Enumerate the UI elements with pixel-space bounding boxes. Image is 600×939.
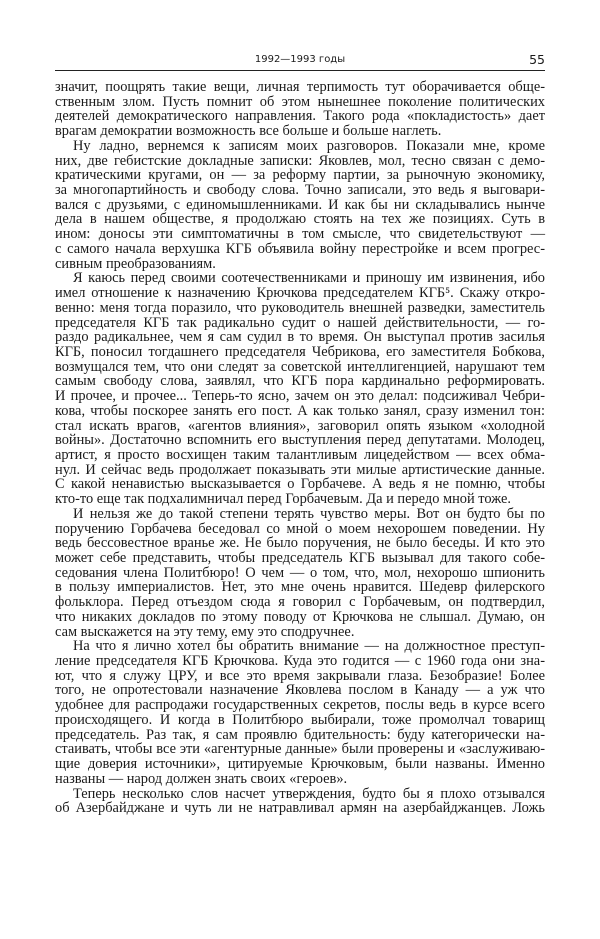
text-line: щие доверия источники», цитируемые Крючковым, были названы. Именно	[55, 756, 545, 773]
text-line: нул. И сейчас ведь продолжает показывать эти милые артистические данные.	[55, 461, 545, 478]
text-line: с самого начала верхушка КГБ объявила войну перестройке и всем прогрес-	[55, 240, 545, 257]
text-line: деятелей демократического направления. Такого рода «покладистость» дает	[55, 108, 545, 125]
text-line: раздо радикальнее, чем я сам судил в то время. Он выступал против засилья	[55, 329, 545, 346]
text-line: самым свободу слова, заявлял, что КГБ пора кардинально реформировать.	[55, 373, 545, 390]
text-line: имел отношение к назначению Крючкова председателем КГБ⁵. Скажу откро-	[55, 285, 545, 302]
text-line: стал искать врагов, «агентов влияния», заговорил опять языком «холодной	[55, 417, 545, 434]
text-line: может себе представить, чтобы председатель КГБ вызывал для такого собе-	[55, 550, 545, 566]
text-line: за многопартийность и свободу слова. Точно записали, это ведь я выговари-	[55, 182, 545, 199]
text-line: кратическими кругами, он — за реформу партии, за рыночную экономику,	[55, 167, 545, 184]
text-line: седования члена Политбюро! О чем — о том, что, мол, нехорошо шпионить	[55, 564, 545, 581]
text-line: кто-то еще так подхалимничал перед Горбачевым. Да и передо мной тоже.	[55, 491, 511, 508]
text-line: С какой ненавистью высказывается о Горбачеве. А ведь я не помню, чтобы	[55, 476, 545, 493]
text-line: ином: доносы эти симптоматичны в том смысле, что свидетельствуют —	[55, 226, 545, 243]
text-line: Я каюсь перед своими соотечественниками и приношу им извинения, ибо	[73, 270, 545, 287]
text-line: происходящего. И когда в Политбюро выбирали, тоже промолчал товарищ	[55, 711, 545, 728]
text-line: председатель. Раз так, я сам проявлю бдительность: буду категорически на-	[55, 726, 545, 743]
text-line: И нельзя же до такой степени терять чувство меры. Вот он будто бы по	[73, 505, 545, 522]
text-line: КГБ, поносил тогдашнего председателя Чебрикова, его заместителя Бобкова,	[55, 343, 545, 360]
page-header	[55, 53, 545, 71]
text-line: стаивать, чтобы все эти «агентурные данные» были проверены и «заслуживаю-	[55, 741, 545, 758]
running-title: 1992—1993 годы	[254, 54, 346, 65]
text-line: ют, что я служу ЦРУ, и все это время закрывали глаза. Безобразие! Более	[55, 667, 545, 684]
paragraph	[55, 80, 545, 139]
text-line: На что я лично хотел бы обратить внимание — на должностное преступ-	[73, 638, 545, 655]
text-line: венно: меня тогда поразило, что руководитель внешней разведки, заместитель	[55, 299, 545, 316]
page-body	[55, 80, 545, 816]
paragraph	[55, 507, 545, 639]
text-line: Теперь несколько слов насчет утверждения, будто бы я плохо отзывался	[73, 785, 545, 802]
text-line: об Азербайджане и чуть ли не натравливал армян на азербайджанцев. Ложь	[55, 800, 545, 817]
text-line: того, не опротестовали назначение Яковлева послом в Канаду — а уж что	[55, 682, 545, 699]
page-number: 55	[529, 52, 545, 67]
text-line: значит, поощрять такие вещи, личная терпимость тут оборачивается обще-	[55, 79, 545, 95]
paragraph	[55, 639, 545, 786]
text-line: фольклора. Перед отъездом сюда я говорил с Горбачевым, он подтвердил,	[55, 594, 545, 611]
text-line: названы — народ должен знать своих «героев».	[55, 770, 348, 787]
text-line: врагам демократии возможность все больше и больше наглеть.	[55, 123, 442, 140]
text-line: Ну ладно, вернемся к записям моих разговоров. Показали мне, кроме	[73, 137, 545, 154]
text-line: войны». Достаточно вспомнить его выступления перед депутатами. Молодец,	[55, 432, 545, 449]
text-line: ведь бессовестное вранье же. Не было поручения, не было беседы. И кто это	[55, 535, 545, 552]
text-line: вался с друзьями, с единомышленниками. И как бы ни складывались нынче	[55, 196, 545, 213]
paragraph	[55, 787, 545, 816]
text-line: них, две гебистские докладные записки: Яковлев, мол, тесно связан с демо-	[55, 152, 545, 169]
text-line: кова, чтобы поскорее занять его пост. А как только занял, сразу изменил тон:	[55, 402, 545, 419]
text-line: возмущался тем, что они следят за советской интеллигенцией, нарушают тем	[55, 358, 545, 375]
text-line: И прочее, и прочее... Теперь-то ясно, зачем он это делал: подсиживал Чебри-	[55, 388, 545, 405]
text-line: ственным злом. Пусть помнит об этом нынешнее поколение политических	[55, 93, 545, 110]
paragraph	[55, 139, 545, 271]
text-line: сивным преобразованиям.	[55, 255, 216, 272]
text-line: поручению Горбачева беседовал со мной о моем нехорошем поведении. Ну	[55, 520, 545, 537]
paragraph	[55, 271, 545, 507]
text-line: в пользу империалистов. Нет, это мне очень нравится. Шедевр филерского	[55, 579, 545, 596]
text-line: сам выскажется на эту тему, ему это сподручнее.	[55, 623, 355, 640]
text-line: артист, я просто восхищен таким талантливым лицедейством — всех обма-	[55, 446, 545, 463]
text-line: что никаких докладов по этому поводу от Крючкова не слышал. Думаю, он	[55, 608, 545, 625]
text-line: ление председателя КГБ Крючкова. Куда это годится — с 1960 года они зна-	[55, 653, 545, 670]
text-line: удобнее для распродажи государственных секретов, послы ведь в курсе всего	[55, 697, 545, 714]
text-line: дела в нашем обществе, я продолжаю стоять на тех же позициях. Суть в	[55, 211, 545, 228]
text-line: председателя КГБ так радикально судит о нашей действительности, — го-	[55, 314, 545, 331]
